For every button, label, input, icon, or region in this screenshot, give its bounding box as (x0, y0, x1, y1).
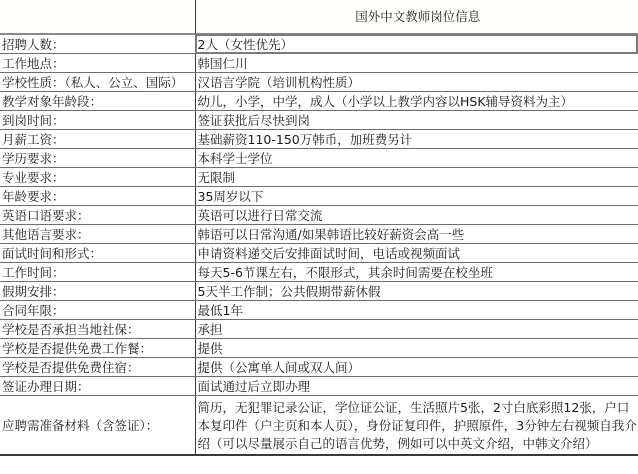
table-row (0, 282, 638, 301)
row-value-visa-date[interactable]: 面试通过后立即办理 (195, 377, 638, 396)
table-row (0, 111, 638, 130)
row-value-start-date[interactable]: 签证获批后尽快到岗 (195, 111, 638, 130)
row-label-meals[interactable]: 学校是否提供免费工作餐： (0, 339, 195, 358)
row-label-salary[interactable]: 月薪工资： (0, 130, 195, 149)
row-label-other-language[interactable]: 其他语言要求： (0, 225, 195, 244)
table-row (0, 149, 638, 168)
row-value-other-language[interactable]: 韩语可以日常沟通/如果韩语比较好薪资会高一些 (195, 225, 638, 244)
row-label-education[interactable]: 学历要求： (0, 149, 195, 168)
table-row (0, 168, 638, 187)
row-value-work-hours[interactable]: 每天5-6节课左右，不限形式，其余时间需要在校坐班 (195, 263, 638, 282)
table-row (0, 320, 638, 339)
row-value-location[interactable]: 韩国仁川 (195, 54, 638, 73)
row-label-english[interactable]: 英语口语要求： (0, 206, 195, 225)
row-label-student-age[interactable]: 教学对象年龄段： (0, 92, 195, 111)
row-value-meals[interactable]: 提供 (195, 339, 638, 358)
row-label-social-insurance[interactable]: 学校是否承担当地社保： (0, 320, 195, 339)
row-value-english[interactable]: 英语可以进行日常交流 (195, 206, 638, 225)
row-label-major[interactable]: 专业要求： (0, 168, 195, 187)
table-row (0, 244, 638, 263)
table-row (0, 34, 638, 54)
row-label-start-date[interactable]: 到岗时间： (0, 111, 195, 130)
row-label-contract[interactable]: 合同年限： (0, 301, 195, 320)
table-row (0, 263, 638, 282)
row-label-location[interactable]: 工作地点： (0, 54, 195, 73)
row-label-visa-date[interactable]: 签证办理日期： (0, 377, 195, 396)
table-row (0, 301, 638, 320)
row-value-interview[interactable]: 申请资料递交后安排面试时间，电话或视频面试 (195, 244, 638, 263)
row-label-interview[interactable]: 面试时间和形式： (0, 244, 195, 263)
row-value-school-type[interactable]: 汉语言学院（培训机构性质） (195, 73, 638, 92)
row-label-holidays[interactable]: 假期安排： (0, 282, 195, 301)
row-value-social-insurance[interactable]: 承担 (195, 320, 638, 339)
row-value-holidays[interactable]: 5天半工作制；公共假期带薪休假 (195, 282, 638, 301)
table-title[interactable]: 国外中文教师岗位信息 (195, 0, 638, 34)
row-label-work-hours[interactable]: 工作时间： (0, 263, 195, 282)
table-row (0, 92, 638, 111)
table-row (0, 54, 638, 73)
table-row (0, 73, 638, 92)
row-label-housing[interactable]: 学校是否提供免费住宿： (0, 358, 195, 377)
table-row (0, 206, 638, 225)
table-row (0, 358, 638, 377)
row-value-housing[interactable]: 提供（公寓单人间或双人间） (195, 358, 638, 377)
row-value-headcount[interactable]: 2人（女性优先） (195, 34, 638, 54)
table-row (0, 377, 638, 396)
row-label-materials[interactable]: 应聘需准备材料（含签证）： (0, 396, 195, 456)
row-label-headcount[interactable]: 招聘人数： (0, 34, 195, 54)
row-value-salary[interactable]: 基础薪资110-150万韩币，加班费另计 (195, 130, 638, 149)
table-row (0, 225, 638, 244)
row-value-major[interactable]: 无限制 (195, 168, 638, 187)
row-value-age[interactable]: 35周岁以下 (195, 187, 638, 206)
header-blank-cell[interactable] (0, 0, 195, 34)
table-row (0, 339, 638, 358)
row-label-school-type[interactable]: 学校性质：（私人、公立、国际） (0, 73, 195, 92)
table-row (0, 187, 638, 206)
table-row (0, 130, 638, 149)
header-row (0, 0, 638, 34)
row-value-student-age[interactable]: 幼儿，小学，中学，成人（小学以上教学内容以HSK辅导资料为主） (195, 92, 638, 111)
row-value-materials[interactable]: 简历，无犯罪记录公证，学位证公证，生活照片5张，2寸白底彩照12张，户口本复印件（户主页和本人页），身份证复印件，护照原件，3分钟左右视频自我介绍（可以尽量展示自己的语言优势，例如可以中英文介绍，中韩文介绍） (195, 396, 638, 456)
table-row (0, 396, 638, 456)
row-label-age[interactable]: 年龄要求： (0, 187, 195, 206)
row-value-contract[interactable]: 最低1年 (195, 301, 638, 320)
row-value-education[interactable]: 本科学士学位 (195, 149, 638, 168)
